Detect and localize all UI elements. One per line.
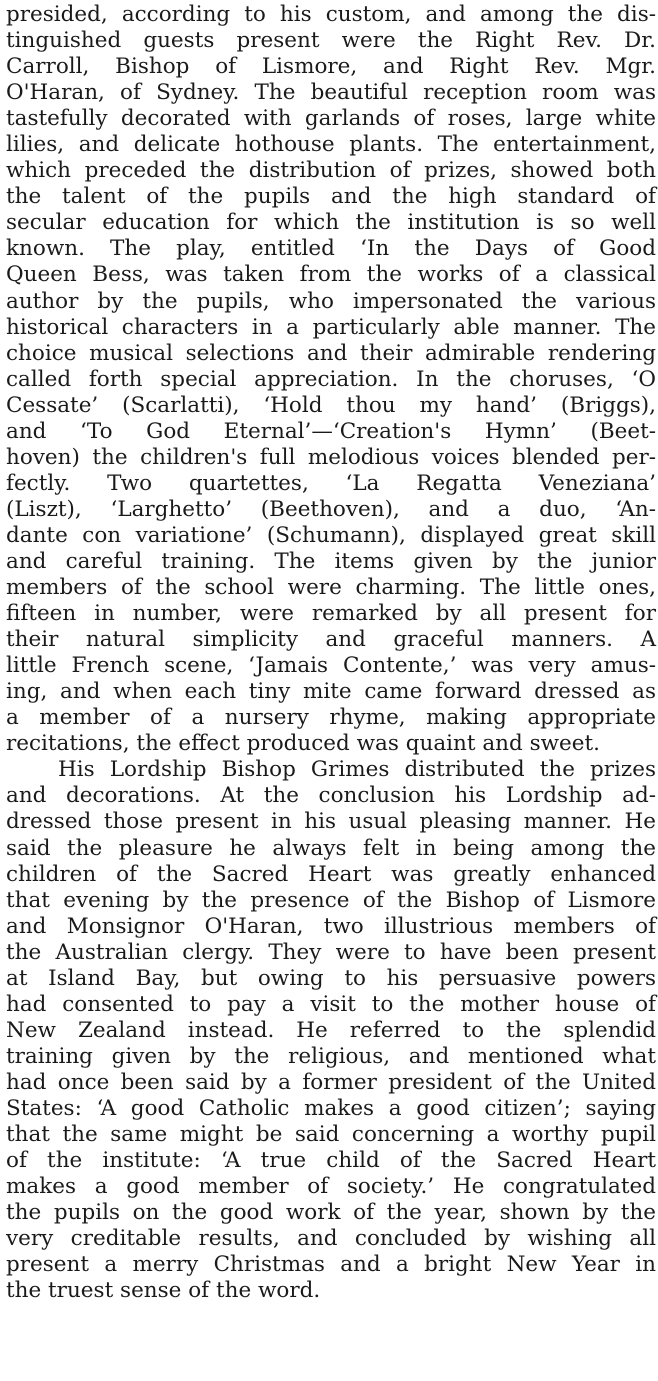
text-line: their natural simplicity and graceful manners. A (6, 627, 656, 653)
text-line: lilies, and delicate hothouse plants. The entertainment, (6, 132, 656, 158)
text-line: fifteen in number, were remarked by all present for (6, 601, 656, 627)
text-line: which preceded the distribution of prizes, showed both (6, 158, 656, 184)
text-line: the Australian clergy. They were to have been present (6, 939, 656, 965)
text-line: of the institute: ‘A true child of the Sacred Heart (6, 1148, 656, 1174)
text-line: ing, and when each tiny mite came forward dressed as (6, 679, 656, 705)
text-line: Cessate’ (Scarlatti), ‘Hold thou my hand’ (Briggs), (6, 392, 656, 418)
text-line: little French scene, ‘Jamais Contente,’ was very amus- (6, 653, 656, 679)
text-line: at Island Bay, but owing to his persuasive powers (6, 965, 656, 991)
text-line: author by the pupils, who impersonated the various (6, 288, 656, 314)
text-line: historical characters in a particularly able manner. The (6, 314, 656, 340)
text-line: that the same might be said concerning a worthy pupil (6, 1122, 656, 1148)
paragraph-1 (6, 2, 656, 757)
text-line: dante con variatione’ (Schumann), displayed great skill (6, 522, 656, 548)
text-line: known. The play, entitled ‘In the Days of Good (6, 236, 656, 262)
text-line: that evening by the presence of the Bishop of Lismore (6, 887, 656, 913)
text-line: and careful training. The items given by the junior (6, 548, 656, 574)
text-line: very creditable results, and concluded by wishing all (6, 1226, 656, 1252)
text-line: States: ‘A good Catholic makes a good citizen’; saying (6, 1095, 656, 1121)
text-line: (Liszt), ‘Larghetto’ (Beethoven), and a duo, ‘An- (6, 496, 656, 522)
text-line: His Lordship Bishop Grimes distributed the prizes (58, 757, 656, 783)
text-line: and Monsignor O'Haran, two illustrious members of (6, 913, 656, 939)
text-line: the talent of the pupils and the high standard of (6, 184, 656, 210)
text-line: Carroll, Bishop of Lismore, and Right Rev. Mgr. (6, 54, 656, 80)
text-line: members of the school were charming. The little ones, (6, 575, 656, 601)
text-line: tinguished guests present were the Right Rev. Dr. (6, 28, 656, 54)
text-line: presided, according to his custom, and among the dis- (6, 2, 656, 27)
text-line: tastefully decorated with garlands of roses, large white (6, 106, 656, 132)
text-line: and ‘To God Eternal’—‘Creation's Hymn’ (Beet- (6, 418, 656, 444)
article-text (6, 2, 656, 1304)
text-line: children of the Sacred Heart was greatly enhanced (6, 861, 656, 887)
text-line: had once been said by a former president of the United (6, 1069, 656, 1095)
text-line: O'Haran, of Sydney. The beautiful reception room was (6, 80, 656, 106)
text-line: dressed those present in his usual pleasing manner. He (6, 809, 656, 835)
text-line: secular education for which the institution is so well (6, 210, 656, 236)
text-line: New Zealand instead. He referred to the splendid (6, 1017, 656, 1043)
text-line: present a merry Christmas and a bright New Year in (6, 1252, 656, 1278)
text-line: had consented to pay a visit to the mother house of (6, 991, 656, 1017)
text-line: Queen Bess, was taken from the works of a classical (6, 262, 656, 288)
text-line: the truest sense of the word. (6, 1278, 321, 1304)
text-line: a member of a nursery rhyme, making appropriate (6, 705, 656, 731)
text-line: said the pleasure he always felt in being among the (6, 835, 656, 861)
text-line: and decorations. At the conclusion his Lordship ad- (6, 783, 656, 809)
text-line: training given by the religious, and mentioned what (6, 1043, 656, 1069)
text-line: called forth special appreciation. In the choruses, ‘O (6, 366, 656, 392)
text-line: choice musical selections and their admirable rendering (6, 340, 656, 366)
text-line: fectly. Two quartettes, ‘La Regatta Veneziana’ (6, 470, 656, 496)
text-line: recitations, the effect produced was quaint and sweet. (6, 731, 600, 757)
paragraph-2 (6, 757, 656, 1304)
text-line: the pupils on the good work of the year, shown by the (6, 1200, 656, 1226)
text-line: makes a good member of society.’ He congratulated (6, 1174, 656, 1200)
text-line: hoven) the children's full melodious voices blended per- (6, 444, 656, 470)
